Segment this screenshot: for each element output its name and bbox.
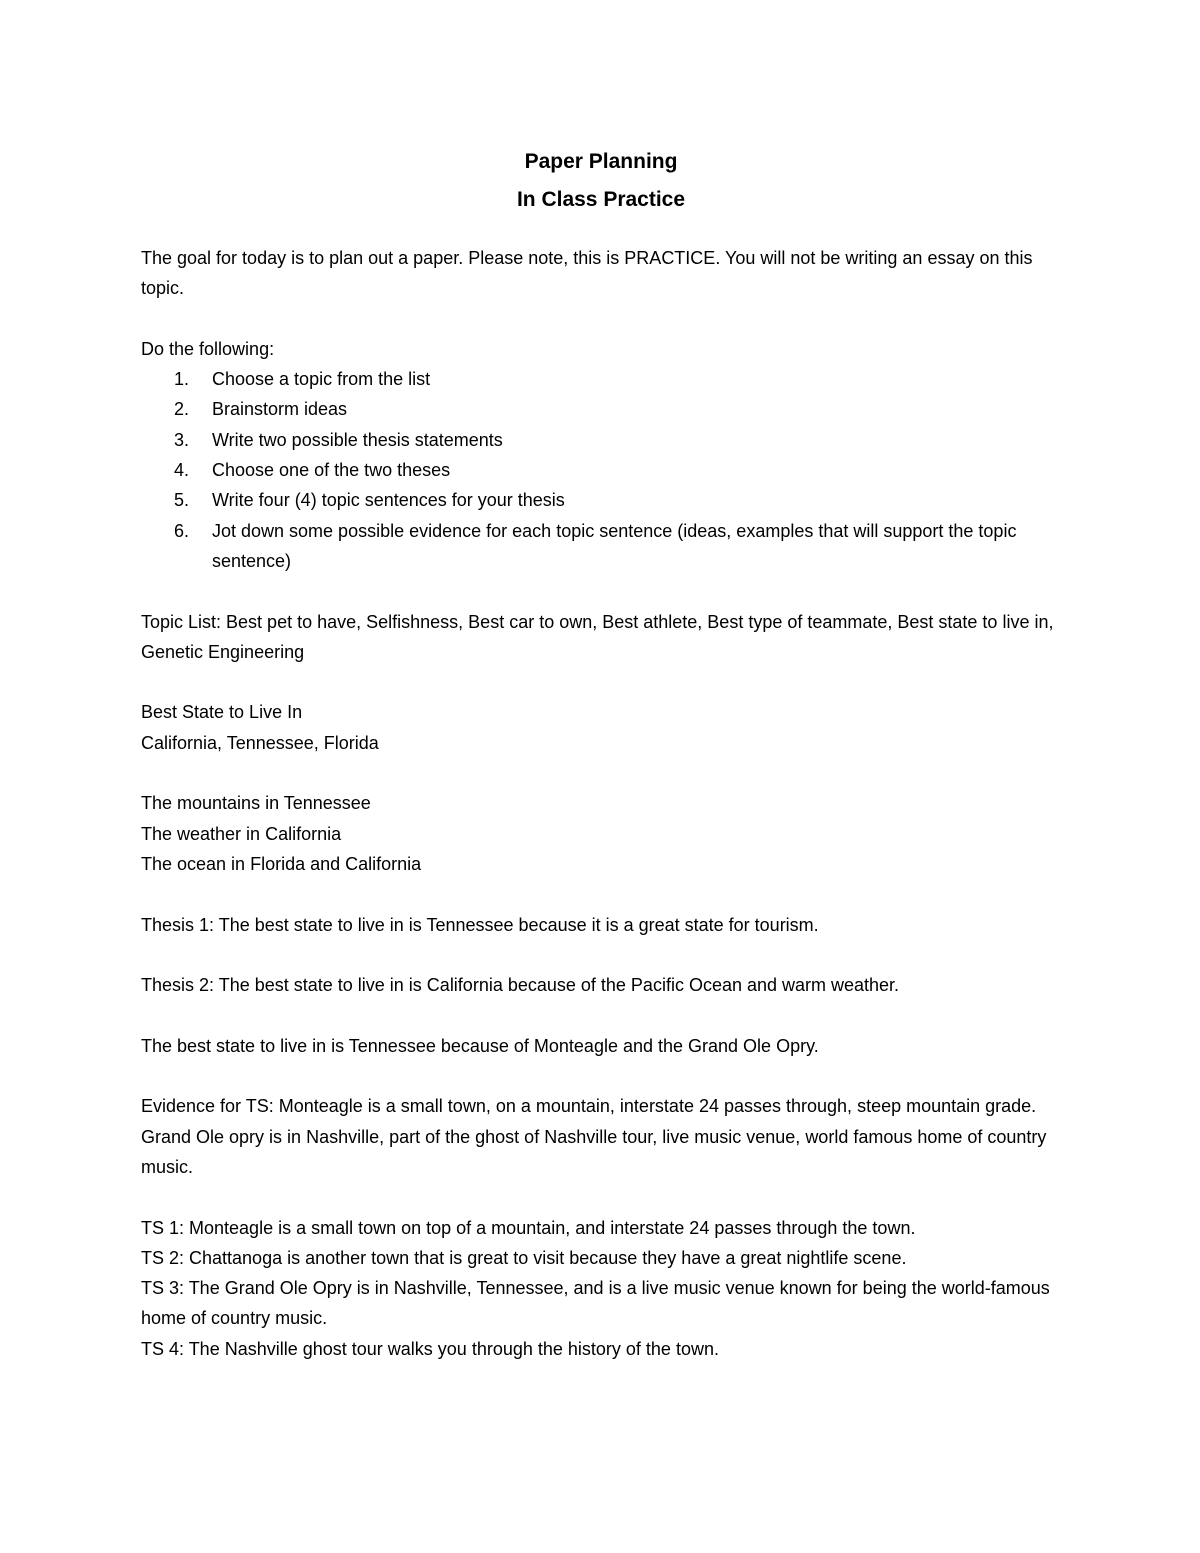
list-item-number: 1. — [174, 369, 190, 390]
list-item-text: Choose a topic from the list — [212, 369, 431, 390]
chosen-topic: Best State to Live In — [141, 702, 303, 723]
chosen-states: California, Tennessee, Florida — [141, 732, 379, 753]
intro-paragraph: The goal for today is to plan out a paper. Please note, this is PRACTICE. You will not be writing an essay on this topic. — [141, 248, 1033, 299]
brainstorm-item: The mountains in Tennessee — [141, 793, 371, 814]
document-subtitle: In Class Practice — [516, 188, 686, 211]
list-item — [141, 516, 1061, 577]
final-thesis: The best state to live in is Tennessee because of Monteagle and the Grand Ole Opry. — [141, 1035, 819, 1056]
list-item-number: 2. — [174, 399, 190, 420]
evidence-paragraph: Evidence for TS: Monteagle is a small town, on a mountain, interstate 24 passes through, steep mountain grade. Grand Ole opry is in Nashville, part of the ghost of Nashville tour, live music venue, world famous home of country music. — [141, 1096, 1047, 1177]
list-item-number: 3. — [174, 429, 190, 450]
list-item-text: Write four (4) topic sentences for your thesis — [212, 490, 565, 511]
list-item — [141, 425, 1061, 455]
list-item-number: 6. — [174, 520, 190, 541]
document-title: Paper Planning — [524, 150, 678, 173]
thesis-2: Thesis 2: The best state to live in is California because of the Pacific Ocean and warm weather. — [141, 975, 900, 996]
list-item — [141, 455, 1061, 485]
list-item-text: Jot down some possible evidence for each topic sentence (ideas, examples that will support the topic sentence) — [212, 520, 1017, 571]
list-item-text: Brainstorm ideas — [212, 399, 348, 420]
list-item-number: 4. — [174, 460, 190, 481]
list-item — [141, 364, 1061, 394]
list-item — [141, 394, 1061, 424]
list-item-text: Write two possible thesis statements — [212, 429, 503, 450]
brainstorm-item: The weather in California — [141, 823, 342, 844]
topic-sentence: TS 2: Chattanoga is another town that is great to visit because they have a great nightlife scene. — [141, 1247, 907, 1268]
list-item — [141, 485, 1061, 515]
instructions-heading: Do the following: — [141, 338, 275, 359]
list-item-number: 5. — [174, 490, 190, 511]
topic-sentence: TS 1: Monteagle is a small town on top of a mountain, and interstate 24 passes through the town. — [141, 1217, 916, 1238]
topic-sentence: TS 4: The Nashville ghost tour walks you through the history of the town. — [141, 1338, 719, 1359]
thesis-1: Thesis 1: The best state to live in is Tennessee because it is a great state for tourism. — [141, 914, 819, 935]
list-item-text: Choose one of the two theses — [212, 460, 451, 481]
document-body — [141, 143, 1061, 1364]
brainstorm-item: The ocean in Florida and California — [141, 853, 422, 874]
topic-sentence: TS 3: The Grand Ole Opry is in Nashville, Tennessee, and is a live music venue known for being the world-famous home of country music. — [141, 1278, 1050, 1329]
steps-list — [141, 364, 1061, 576]
topic-list: Topic List: Best pet to have, Selfishness, Best car to own, Best athlete, Best type of teammate, Best state to live in, Genetic Engineering — [141, 611, 1054, 662]
